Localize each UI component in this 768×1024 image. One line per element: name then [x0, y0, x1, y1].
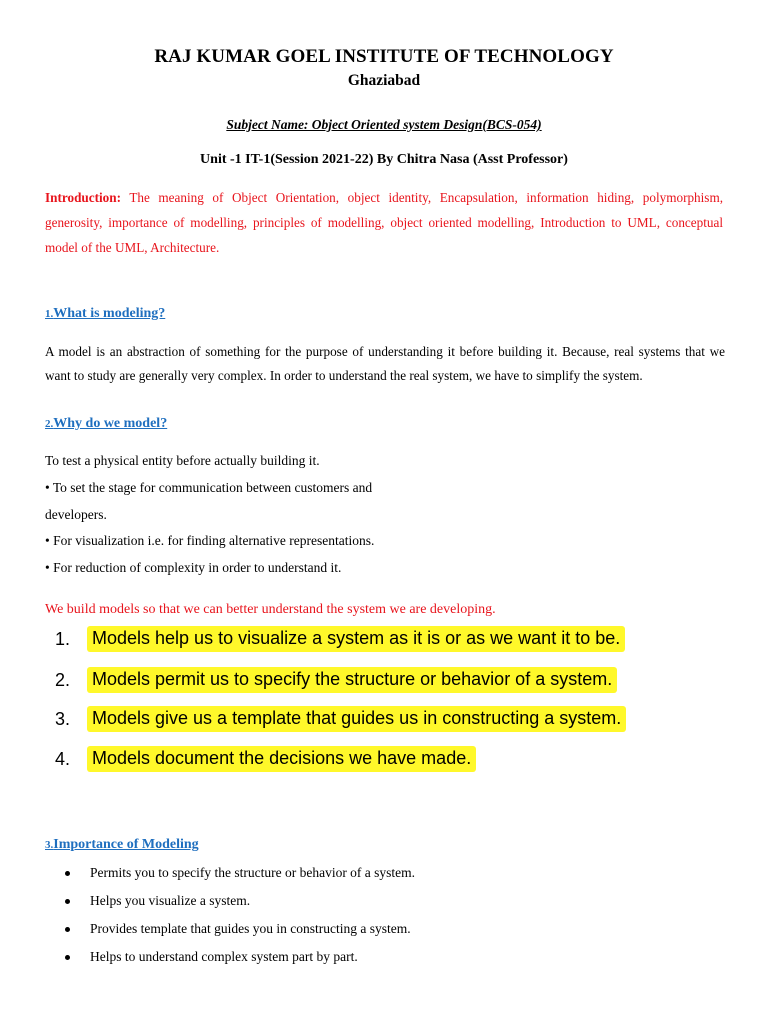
why-model-line: developers. — [45, 507, 107, 522]
highlighted-text: Models document the decisions we have made. — [87, 746, 476, 772]
bullet-icon — [65, 927, 70, 932]
subject-name: Subject Name: Object Oriented system Design(BCS-054) — [226, 117, 542, 132]
highlighted-text: Models give us a template that guides us in constructing a system. — [87, 706, 626, 732]
list-item-text: Permits you to specify the structure or behavior of a system. — [90, 865, 416, 880]
list-item-text: Helps to understand complex system part by part. — [90, 949, 358, 964]
bullet-icon — [65, 955, 70, 960]
section-title: What is modeling? — [53, 306, 166, 321]
bullet-icon — [65, 899, 70, 904]
list-item — [65, 862, 415, 890]
section-heading-what-is-modeling — [45, 306, 165, 322]
list-item — [65, 946, 415, 974]
item-number: 4. — [55, 748, 71, 769]
list-item-text: Provides template that guides you in constructing a system. — [90, 921, 411, 936]
section-number: 1. — [45, 308, 54, 320]
why-model-line: To test a physical entity before actually building it. — [45, 453, 320, 468]
highlighted-item — [55, 746, 476, 778]
list-item — [65, 918, 415, 946]
section-title: Importance of Modeling — [53, 837, 199, 852]
section-heading-why-model — [45, 416, 167, 432]
red-statement: We build models so that we can better understand the system we are developing. — [45, 602, 496, 617]
bullet-icon — [65, 871, 70, 876]
introduction-paragraph — [45, 185, 723, 260]
section-title: Why do we model? — [53, 416, 168, 431]
item-number: 2. — [55, 669, 71, 690]
why-model-line: • For visualization i.e. for finding alternative representations. — [45, 533, 375, 548]
section-number: 3. — [45, 839, 54, 851]
section1-paragraph: A model is an abstraction of something for the purpose of understanding it before building it. Because, real systems that we want to study are generally very complex. In order to understand the real system, we have to simplify the system. — [45, 344, 725, 383]
why-model-line: • For reduction of complexity in order to understand it. — [45, 560, 342, 575]
institute-city: Ghaziabad — [347, 72, 421, 89]
introduction-text: The meaning of Object Orientation, object identity, Encapsulation, information hiding, polymorphism, generosity, importance of modelling, principles of modelling, object oriented modelling, Introduction to UML, conceptual model of the UML, Architecture. — [45, 190, 723, 255]
highlighted-item — [55, 667, 617, 699]
unit-line: Unit -1 IT-1(Session 2021-22) By Chitra Nasa (Asst Professor) — [200, 152, 568, 167]
list-item — [65, 890, 415, 918]
section-number: 2. — [45, 418, 54, 430]
list-item-text: Helps you visualize a system. — [90, 893, 251, 908]
section-heading-importance — [45, 837, 199, 853]
introduction-label: Introduction: — [45, 190, 121, 205]
highlighted-text: Models permit us to specify the structure or behavior of a system. — [87, 667, 617, 693]
item-number: 1. — [55, 628, 71, 649]
highlighted-text: Models help us to visualize a system as it is or as we want it to be. — [87, 626, 625, 652]
institute-title: RAJ KUMAR GOEL INSTITUTE OF TECHNOLOGY — [154, 46, 614, 67]
highlighted-item — [55, 706, 626, 738]
item-number: 3. — [55, 708, 71, 729]
importance-list — [65, 862, 415, 974]
highlighted-item — [55, 626, 625, 658]
why-model-line: • To set the stage for communication between customers and — [45, 480, 373, 495]
